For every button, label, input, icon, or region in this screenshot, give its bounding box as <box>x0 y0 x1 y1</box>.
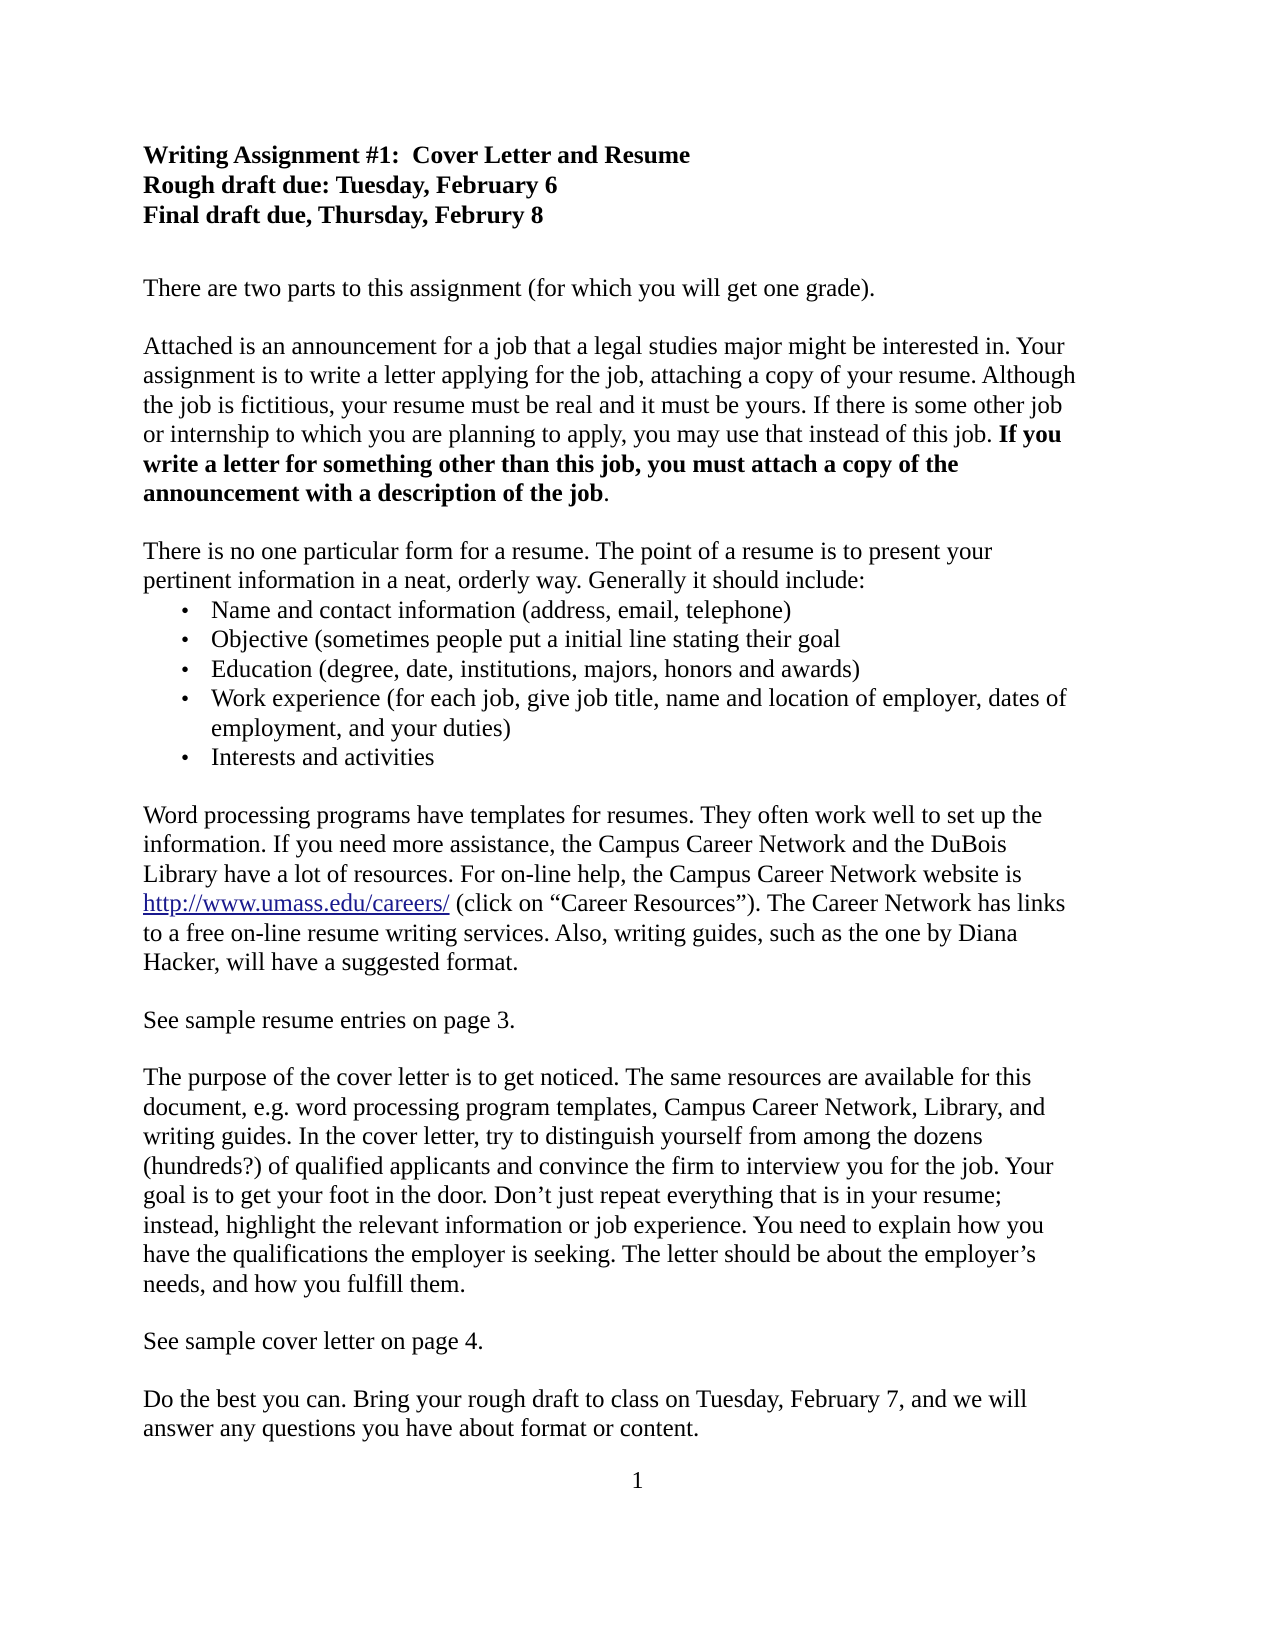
list-item <box>143 684 1078 743</box>
announcement-text-after-bold: . <box>603 480 610 507</box>
resume-contents-list <box>143 596 1078 773</box>
see-cover-letter-sample-note: See sample cover letter on page 4. <box>143 1328 484 1355</box>
closing-paragraph: Do the best you can. Bring your rough draft to class on Tuesday, February 7, and we will answer any questions you have about format or content. <box>143 1385 1028 1442</box>
list-item-label: Name and contact information (address, email, telephone) <box>211 596 792 624</box>
spacer <box>143 1299 1078 1327</box>
resume-form-paragraph: There is no one particular form for a resume. The point of a resume is to present your pertinent information in a neat, orderly way. Generally it should include: <box>143 537 993 594</box>
announcement-paragraph <box>143 332 1078 509</box>
list-item <box>143 625 1078 655</box>
word-processing-text-before-link: Word processing programs have templates for resumes. They often work well to set up the information. If you need more assistance, the Campus Career Network and the DuBois Library have a lot of resources. For on-line help, the Campus Career Network website is <box>143 801 1043 888</box>
cover-letter-paragraph: The purpose of the cover letter is to get noticed. The same resources are available for this document, e.g. word processing program templates, Campus Career Network, Library, and writing guides. In the cover letter, try to distinguish yourself from among the dozens (hundreds?) of qualified applicants and convince the firm to interview you for the job. Your goal is to get your foot in the door. Don’t just repeat everything that is in your resume; instead, highlight the relevant information or job experience. You need to explain how you have the qualifications the employer is seeking. The letter should be about the employer’s needs, and how you fulfill them. <box>143 1064 1054 1298</box>
spacer <box>143 304 1078 332</box>
bullet-icon: • <box>181 627 190 652</box>
spacer <box>143 773 1078 801</box>
list-item <box>143 743 1078 773</box>
list-item-label: Objective (sometimes people put a initial line stating their goal <box>211 626 841 653</box>
word-processing-paragraph <box>143 801 1078 978</box>
spacer <box>143 1035 1078 1063</box>
list-item <box>143 655 1078 685</box>
intro-paragraph: There are two parts to this assignment (for which you will get one grade). <box>143 275 876 302</box>
spacer <box>143 230 1078 274</box>
spacer <box>143 1357 1078 1385</box>
campus-career-network-link[interactable]: http://www.umass.edu/careers/ <box>143 890 450 917</box>
list-item-label: Work experience (for each job, give job title, name and location of employer, dates of employment, and your duties) <box>211 685 1067 742</box>
assignment-heading <box>143 140 1078 230</box>
spacer <box>143 509 1078 537</box>
list-item <box>143 596 1078 626</box>
document-body <box>143 140 1078 1444</box>
word-processing-text-after-link: (click on “Career Resources”). The Career Network has links to a free on-line resume writing services. Also, writing guides, such as the one by Diana Hacker, will have a suggested format. <box>143 890 1066 976</box>
bullet-icon: • <box>181 656 190 682</box>
heading-line-rough-draft-due: Rough draft due: Tuesday, February 6 <box>143 170 558 199</box>
page-number: 1 <box>631 1468 644 1494</box>
announcement-text-before-bold: Attached is an announcement for a job that a legal studies major might be interested in. Your assignment is to write a letter applying for the job, attaching a copy of your resume. Although the job is fictitious, your resume must be real and it must be yours. If there is some other job or internship to which you are planning to apply, you may use that instead of this job. <box>143 332 1076 448</box>
see-resume-samples-note: See sample resume entries on page 3. <box>143 1006 516 1034</box>
heading-line-title: Writing Assignment #1: Cover Letter and Resume <box>143 140 691 169</box>
bullet-icon: • <box>181 686 190 711</box>
heading-line-final-draft-due: Final draft due, Thursday, Februry 8 <box>143 200 544 229</box>
announcement-bold-requirement: If you write a letter for something other than this job, you must attach a copy of the announcement with a description of the job <box>143 421 1062 507</box>
bullet-icon: • <box>181 597 190 623</box>
list-item-label: Education (degree, date, institutions, majors, honors and awards) <box>211 655 861 683</box>
bullet-icon: • <box>181 745 190 770</box>
spacer <box>143 978 1078 1006</box>
list-item-label: Interests and activities <box>211 744 435 771</box>
